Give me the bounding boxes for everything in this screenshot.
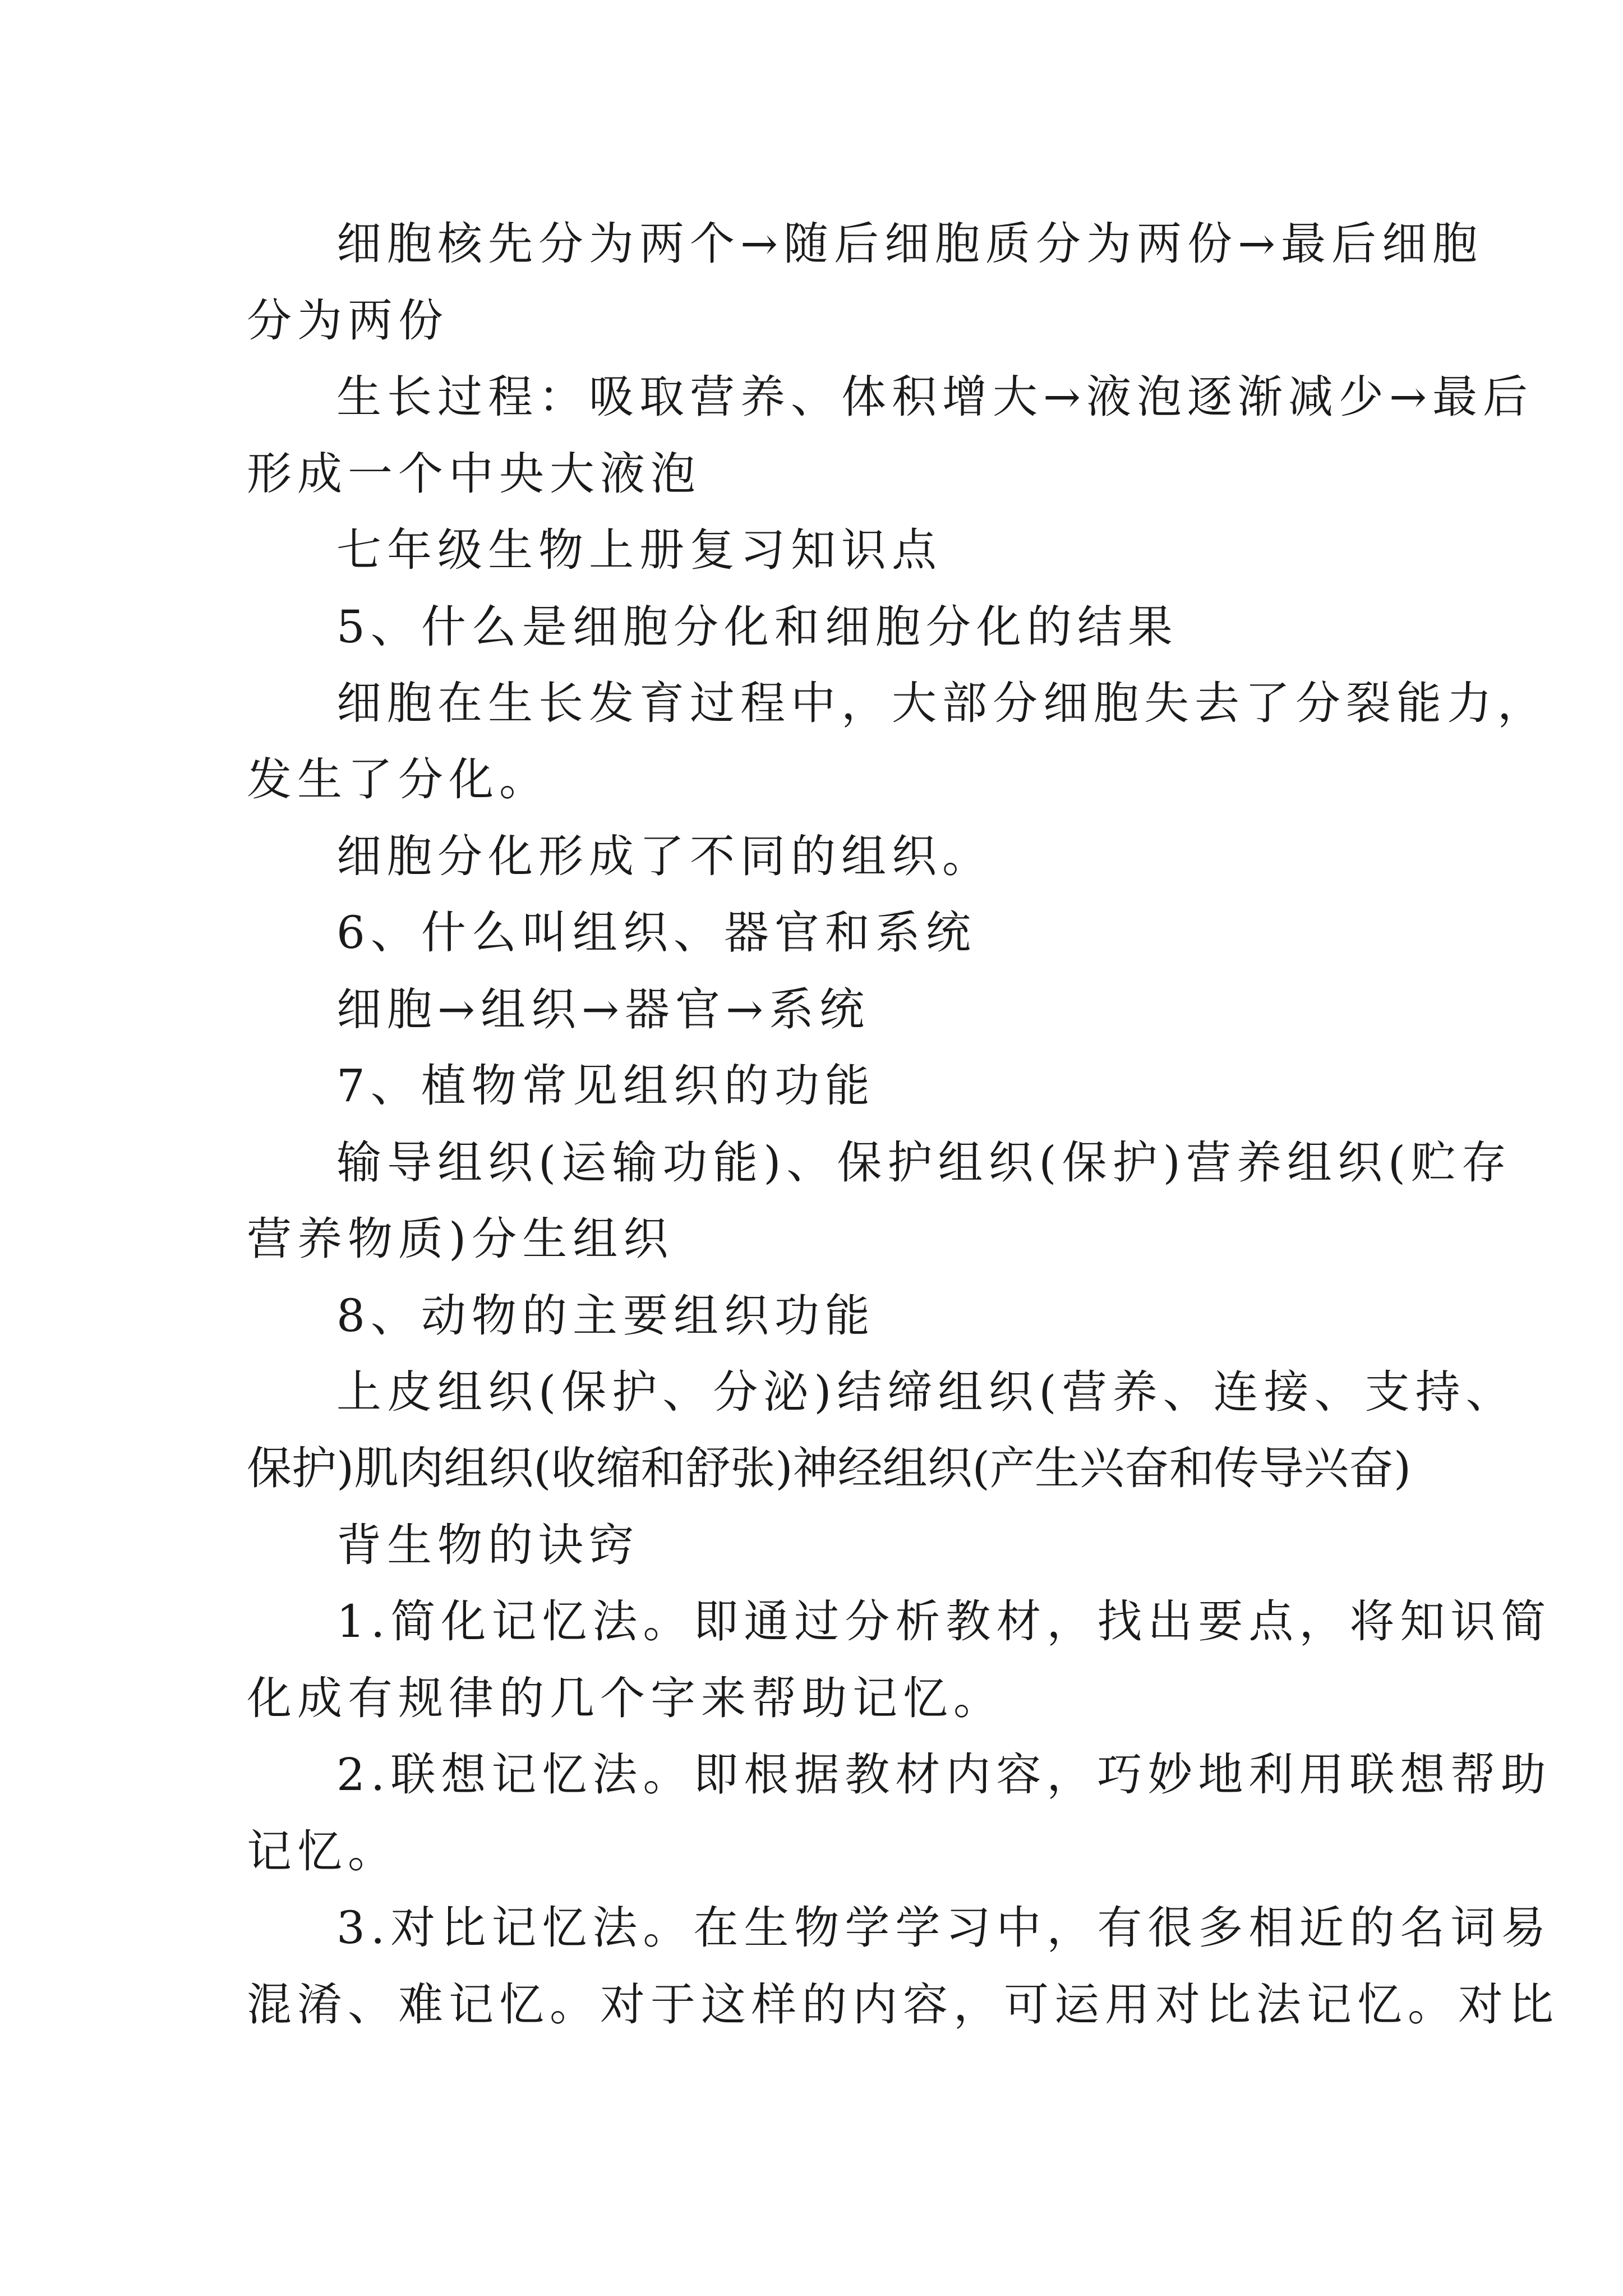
section-heading: 背生物的诀窍 <box>336 1519 639 1571</box>
section-heading: 七年级生物上册复习知识点 <box>336 524 942 576</box>
section-heading: 8、动物的主要组织功能 <box>336 1290 875 1342</box>
text-line: 化成有规律的几个字来帮助记忆。 <box>247 1672 1004 1724</box>
text-line: 发生了分化。 <box>247 753 550 806</box>
text-line: 保护)肌肉组织(收缩和舒张)神经组织(产生兴奋和传导兴奋) <box>247 1442 1412 1494</box>
section-heading: 6、什么叫组织、器官和系统 <box>336 907 976 959</box>
text-line: 3.对比记忆法。在生物学学习中，有很多相近的名词易 <box>336 1902 1552 1954</box>
text-line: 细胞→组织→器官→系统 <box>336 983 870 1036</box>
text-line: 输导组织(运输功能)、保护组织(保护)营养组织(贮存 <box>336 1137 1513 1189</box>
text-line: 混淆、难记忆。对于这样的内容，可运用对比法记忆。对比 <box>247 1978 1559 2031</box>
text-line: 上皮组织(保护、分泌)结缔组织(营养、连接、支持、 <box>336 1366 1516 1418</box>
text-line: 分为两份 <box>247 295 449 347</box>
text-line: 2.联想记忆法。即根据教材内容，巧妙地利用联想帮助 <box>336 1749 1552 1801</box>
text-line: 细胞在生长发育过程中，大部分细胞失去了分裂能力， <box>336 677 1548 729</box>
text-line: 1.简化记忆法。即通过分析教材，找出要点，将知识简 <box>336 1595 1552 1648</box>
section-heading: 7、植物常见组织的功能 <box>336 1060 875 1112</box>
text-line: 细胞分化形成了不同的组织。 <box>336 830 993 882</box>
text-line: 形成一个中央大液泡 <box>247 448 701 500</box>
section-heading: 5、什么是细胞分化和细胞分化的结果 <box>336 601 1178 653</box>
text-line: 生长过程：吸取营养、体积增大→液泡逐渐减少→最后 <box>336 371 1534 423</box>
text-line: 记忆。 <box>247 1825 398 1878</box>
text-line: 营养物质)分生组织 <box>247 1213 674 1265</box>
text-line: 细胞核先分为两个→随后细胞质分为两份→最后细胞 <box>336 218 1483 270</box>
